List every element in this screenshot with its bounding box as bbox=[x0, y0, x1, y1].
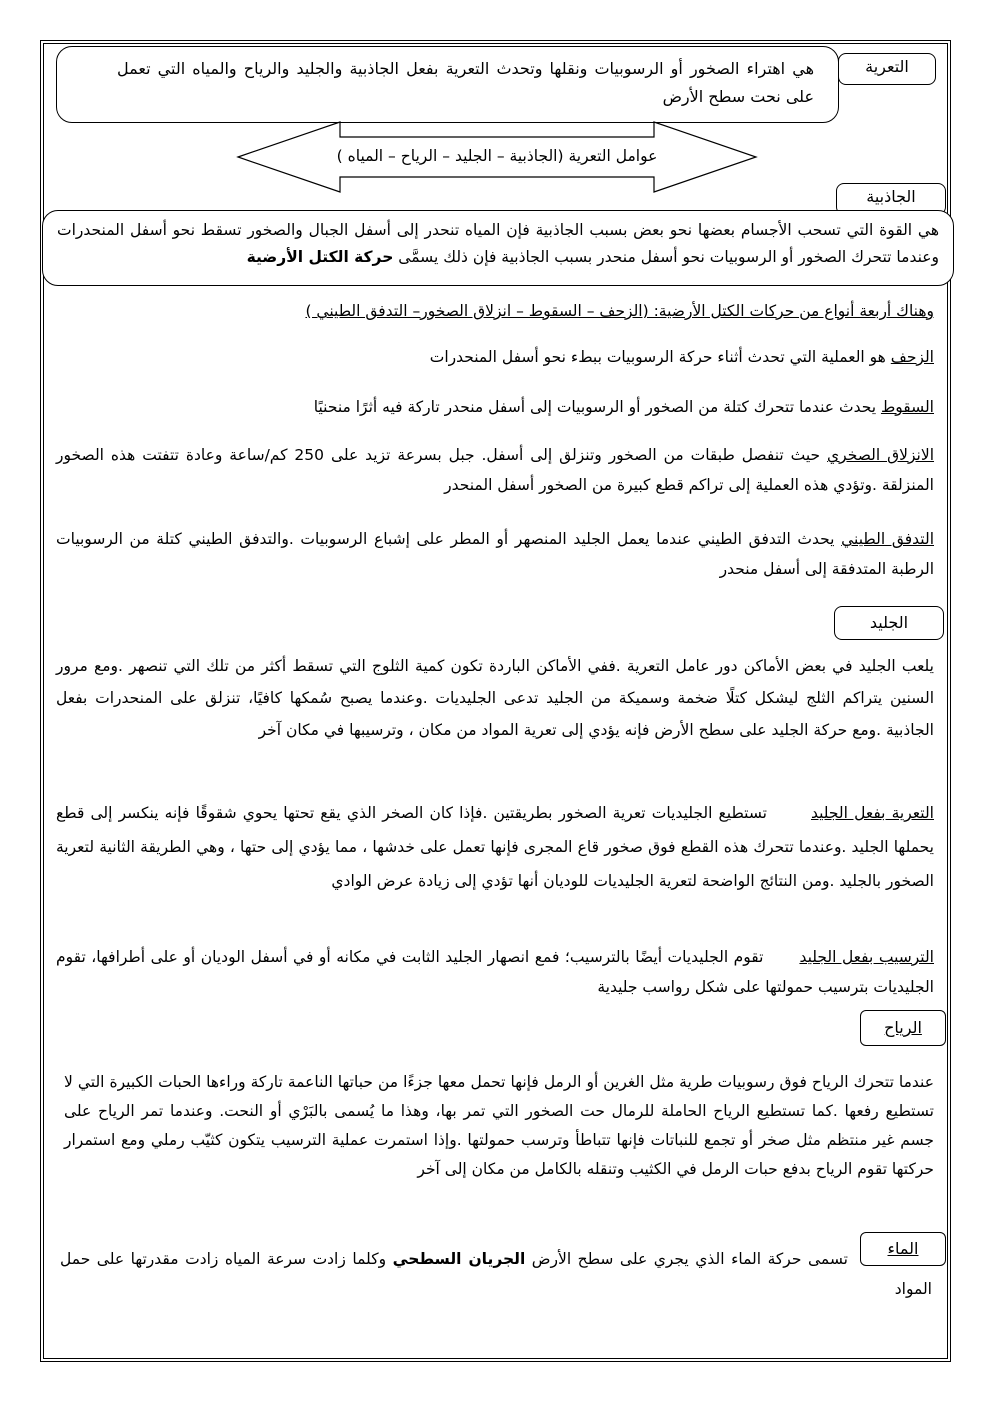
wind-label-box bbox=[860, 1010, 946, 1046]
water-label: الماء bbox=[887, 1239, 919, 1258]
water-text-1: تسمى حركة الماء الذي يجري على سطح الأرض bbox=[525, 1250, 848, 1268]
rock-slide-term: الانزلاق الصخري bbox=[827, 446, 935, 464]
mass-movement-term: حركة الكتل الأرضية bbox=[246, 248, 394, 266]
erosion-factors: عوامل التعرية (الجاذبية – الجليد – الرياح – المياه ) bbox=[336, 147, 658, 165]
water-paragraph bbox=[60, 1244, 932, 1304]
gravity-definition: هي القوة التي تسحب الأجسام بعضها نحو بعض بسبب الجاذبية فإن المياه تنحدر إلى أسفل الجبال والصخور تسقط نحو أسفل المنحدرات وعندما تتحرك الصخور أو الرسوبيات نحو أسفل منحدر بسبب الجاذبية فإن ذلك يسمَّى bbox=[57, 221, 939, 266]
mudflow-paragraph bbox=[56, 524, 934, 584]
mass-movement-types: وهناك أربعة أنواع من حركات الكتل الأرضية: (الزحف – السقوط – انزلاق الصخور– التدفق الطيني ) bbox=[305, 302, 934, 320]
erosion-definition: هي اهتراء الصخور أو الرسوبيات ونقلها وتحدث التعرية بفعل الجاذبية والجليد والرياح والمياه التي تعمل على نحت سطح الأرض bbox=[117, 59, 814, 106]
surface-runoff-term: الجريان السطحي bbox=[392, 1250, 526, 1268]
rock-slide-paragraph bbox=[56, 440, 934, 500]
fall-paragraph bbox=[56, 394, 934, 420]
erosion-label-box bbox=[838, 53, 936, 85]
rock-slide-text: حيث تنفصل طبقات من الصخور وتنزلق إلى أسفل. جبل بسرعة تزيد على 250 كم/ساعة وعادة تتفتت هذه الصخور المنزلقة .وتؤدي هذه العملية إلى تراكم قطع كبيرة من الصخور أسفل المنحدر bbox=[56, 446, 934, 494]
fall-text: يحدث عندما تتحرك كتلة من الصخور أو الرسوبيات إلى أسفل منحدر تاركة فيه أثرًا منحنيًا bbox=[313, 398, 881, 416]
ice-erosion-text: تستطيع الجليديات تعرية الصخور بطريقتين .فإذا كان الصخر الذي يقع تحتها يحوي شقوقًا فإنه ينكسر إلى قطع يحملها الجليد .وعندما تتحرك هذه القطع فوق صخور قاع المجرى فإنها تعمل على خدشها ، مما يؤدي إلى حتها ، وهي الطريقة الثانية لتعرية الصخور بالجليد .ومن النتائج الواضحة لتعرية الجليديات للوديان أنها تؤدي إلى زيادة عرض الوادي bbox=[56, 804, 934, 890]
creep-paragraph bbox=[56, 344, 934, 370]
water-text-2: وكلما زادت سرعة المياه زادت مقدرتها على حمل المواد bbox=[60, 1250, 932, 1298]
ice-label: الجليد bbox=[869, 613, 909, 632]
ice-label-box bbox=[834, 606, 944, 640]
wind-label: الرياح bbox=[884, 1018, 922, 1037]
ice-intro: يلعب الجليد في بعض الأماكن دور عامل التعرية .ففي الأماكن الباردة تكون كمية الثلوج التي تسقط أكثر من تلك التي تنصهر .ومع مرور السنين يتراكم الثلج ليشكل كتلًا ضخمة وسميكة من الجليد تدعى الجليديات .وعندما يصبح سُمكها كافيًا، تنزلق على المنحدرات بفعل الجاذبية .ومع حركة الجليد على سطح الأرض فإنه يؤدي إلى تعرية المواد من مكان ، وترسيبها في مكان آخر bbox=[56, 657, 934, 739]
mudflow-term: التدفق الطيني bbox=[841, 530, 934, 548]
erosion-label: التعرية bbox=[865, 57, 909, 76]
mudflow-text: يحدث التدفق الطيني عندما يعمل الجليد المنصهر أو المطر على إشباع الرسوبيات .والتدفق الطيني كتلة من الرسوبيات الرطبة المتدفقة إلى أسفل منحدر bbox=[56, 530, 934, 578]
ice-deposit-term: الترسيب بفعل الجليد bbox=[799, 948, 934, 966]
gravity-definition-box bbox=[42, 210, 954, 286]
ice-erosion-paragraph bbox=[56, 796, 934, 898]
ice-deposit-paragraph bbox=[56, 942, 934, 1002]
ice-erosion-term: التعرية بفعل الجليد bbox=[810, 804, 934, 822]
wind-text: عندما تتحرك الرياح فوق رسوبيات طرية مثل الغرين أو الرمل فإنها تحمل معها جزءًا من حباتها الناعمة تاركة وراءها الحبات الكبيرة التي لا تستطيع رفعها .كما تستطيع الرياح الحاملة للرمال حت الصخور التي تمر بها، وهذا ما يُسمى بالبَرْي أو النحت. وعندما تمر الرياح على جسم غير منتظم مثل صخر أو تجمع للنباتات فإنها تتباطأ وترسب حمولتها .وإذا استمرت عملية الترسيب يتكون كثيّب رملي ومع استمرار حركتها تقوم الرياح بدفع حبات الرمل في الكثيب وتنقله بالكامل من مكان إلى آخر bbox=[64, 1073, 934, 1178]
gravity-label: الجاذبية bbox=[866, 187, 916, 206]
fall-term: السقوط bbox=[880, 398, 934, 416]
ice-deposit-text: تقوم الجليديات أيضًا بالترسيب؛ فمع انصهار الجليد الثابت في مكانه أو في أسفل الوديان أو على أطرافها، تقوم الجليديات بترسيب حمولتها على شكل رواسب جليدية bbox=[56, 948, 934, 996]
creep-term: الزحف bbox=[890, 348, 934, 366]
creep-text: هو العملية التي تحدث أثناء حركة الرسوبيات ببطء نحو أسفل المنحدرات bbox=[429, 348, 891, 366]
erosion-definition-box bbox=[56, 46, 839, 123]
